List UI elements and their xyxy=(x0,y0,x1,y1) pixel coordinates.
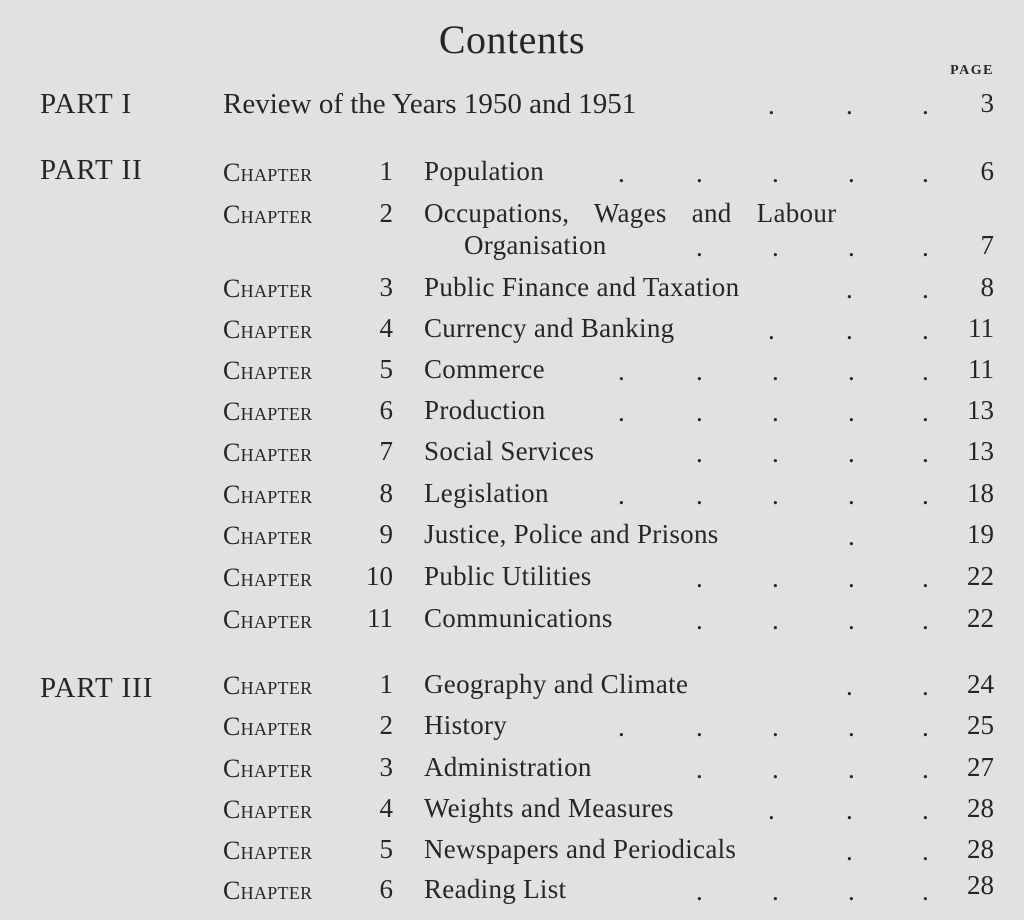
page-number: 8 xyxy=(980,272,994,302)
entry-title: Public Utilities xyxy=(424,561,592,591)
chapter-number: 1 xyxy=(379,669,393,699)
page-number: 11 xyxy=(968,354,994,384)
entry-title: Public Finance and Taxation xyxy=(424,272,740,302)
page-number: 22 xyxy=(967,603,994,633)
page-number: 27 xyxy=(967,752,994,782)
page-number: 28 xyxy=(967,870,994,900)
page-number: 22 xyxy=(967,561,994,591)
entry-title: Currency and Banking xyxy=(424,313,675,343)
page-number: 13 xyxy=(967,395,994,425)
chapter-label: Chapter xyxy=(223,200,313,229)
entry-title: Justice, Police and Prisons xyxy=(424,519,719,549)
chapter-number: 4 xyxy=(379,313,393,343)
chapter-label: Chapter xyxy=(223,563,313,592)
chapter-label: Chapter xyxy=(223,754,313,783)
page-number: 3 xyxy=(980,88,994,118)
chapter-label: Chapter xyxy=(223,712,313,741)
chapter-number: 3 xyxy=(379,752,393,782)
page-number: 19 xyxy=(967,519,994,549)
entry-title-line1: Occupations, Wages and Labour xyxy=(424,198,837,228)
chapter-label: Chapter xyxy=(223,438,313,467)
entry-title: Reading List xyxy=(424,874,567,904)
chapter-number: 7 xyxy=(379,436,393,466)
chapter-label: Chapter xyxy=(223,876,313,905)
chapter-number: 3 xyxy=(379,272,393,302)
entry-title: Legislation xyxy=(424,478,549,508)
part-label: PART II xyxy=(40,154,143,186)
chapter-label: Chapter xyxy=(223,795,313,824)
chapter-number: 10 xyxy=(366,561,393,591)
entry-title: Geography and Climate xyxy=(424,669,689,699)
page-number: 13 xyxy=(967,436,994,466)
chapter-label: Chapter xyxy=(223,356,313,385)
chapter-label: Chapter xyxy=(223,836,313,865)
chapter-label: Chapter xyxy=(223,605,313,634)
entry-title: Population xyxy=(424,156,545,186)
chapter-number: 4 xyxy=(379,793,393,823)
chapter-label: Chapter xyxy=(223,315,313,344)
page-title: Contents xyxy=(438,17,586,62)
chapter-number: 6 xyxy=(379,395,393,425)
page-column-label: PAGE xyxy=(950,63,994,78)
chapter-number: 2 xyxy=(379,710,393,740)
part-label: PART I xyxy=(40,88,133,120)
entry-title: Production xyxy=(424,395,546,425)
entry-title: Weights and Measures xyxy=(424,793,674,823)
page-number: 25 xyxy=(967,710,994,740)
chapter-label: Chapter xyxy=(223,397,313,426)
page-number: 28 xyxy=(967,793,994,823)
page-number: 11 xyxy=(968,313,994,343)
chapter-number: 2 xyxy=(379,198,393,228)
entry-title-line2: Organisation xyxy=(464,230,607,260)
entry-title: Newspapers and Periodicals xyxy=(424,834,737,864)
page-number: 18 xyxy=(967,478,994,508)
entry-title: Communications xyxy=(424,603,613,633)
part-label: PART III xyxy=(40,672,154,704)
entry-title: Social Services xyxy=(424,436,595,466)
page-number: 24 xyxy=(967,669,994,699)
chapter-label: Chapter xyxy=(223,274,313,303)
chapter-number: 5 xyxy=(379,354,393,384)
entry-title: Commerce xyxy=(424,354,545,384)
page-number: 6 xyxy=(980,156,994,186)
page-number: 28 xyxy=(967,834,994,864)
chapter-label: Chapter xyxy=(223,671,313,700)
entry-title: History xyxy=(424,710,508,740)
chapter-number: 9 xyxy=(379,519,393,549)
chapter-label: Chapter xyxy=(223,480,313,509)
entry-title: Administration xyxy=(424,752,592,782)
chapter-number: 11 xyxy=(367,603,393,633)
entry-title: Review of the Years 1950 and 1951 xyxy=(223,88,637,120)
chapter-label: Chapter xyxy=(223,158,313,187)
page-number: 7 xyxy=(980,230,994,260)
chapter-number: 6 xyxy=(379,874,393,904)
chapter-number: 1 xyxy=(379,156,393,186)
chapter-number: 5 xyxy=(379,834,393,864)
contents-page: Contents PAGE PART I Review of the Years 1950 and 1951 3 . . . PART II Chapter 1 Population 6 . . . . . Chapter 2 Occupations, Wages and Labour Organisation 7 . . . . Chapter 3 Public Finance and Taxation 8 . . Chapter 4 Currency and Banking 11 . . . Chapter 5 Commerce 11 . . . . . Chapter 6 Production 13 . . . . . Chapter 7 Social Services 13 . . . . Chapter 8 Legislation 18 . . . . . Chapter 9 Justice, Police and Prisons 19 . Chapter 10 Public Utilities 22 . . . . Chapter 11 Communications 22 . . . . PART III Chapter 1 Geography and Climate 24 . . Chapter 2 History 25 . . . . . Chapter 3 Administration 27 . . . . Chapter 4 Weights and Measures 28 . . . Chapter 5 Newspapers and Periodicals 28 . . Chapter 6 Reading List 28 . . . . xyxy=(0,0,1024,920)
chapter-number: 8 xyxy=(379,478,393,508)
chapter-label: Chapter xyxy=(223,521,313,550)
